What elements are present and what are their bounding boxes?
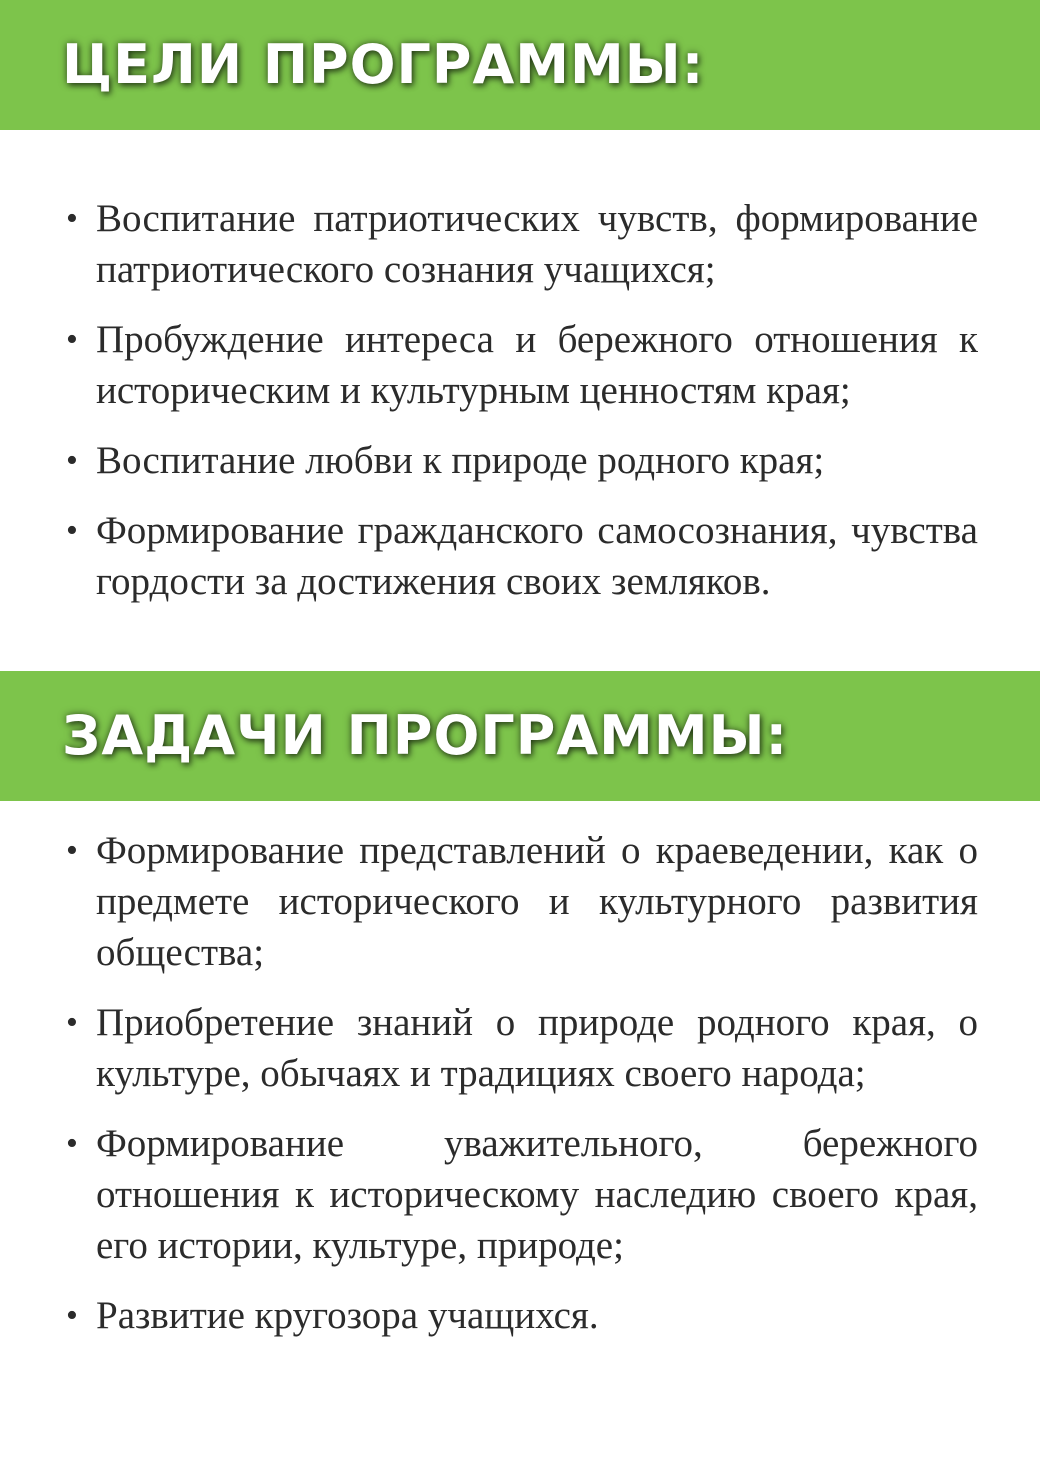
list-item: [0, 193, 1040, 295]
list-item-text: Воспитание патриотических чувств, формирование патриотического сознания учащихся;: [96, 197, 978, 291]
list-item-text: Формирование представлений о краеведении, как о предмете исторического и культурного развития общества;: [96, 829, 978, 974]
bullet-icon: •: [66, 512, 78, 549]
list-item-text: Развитие кругозора учащихся.: [96, 1294, 599, 1337]
list-item-text: Формирование гражданского самосознания, чувства гордости за достижения своих земляков.: [96, 509, 978, 603]
goals-banner: [0, 0, 1040, 130]
goals-title: ЦЕЛИ ПРОГРАММЫ:: [62, 33, 705, 96]
list-item: [0, 997, 1040, 1099]
list-item: [0, 435, 1040, 486]
list-item: [0, 505, 1040, 607]
bullet-icon: •: [66, 1297, 78, 1334]
list-item-text: Формирование уважительного, бережного отношения к историческому наследию своего края, его истории, культуре, природе;: [96, 1122, 978, 1267]
list-item-text: Воспитание любви к природе родного края;: [96, 439, 825, 482]
tasks-title: ЗАДАЧИ ПРОГРАММЫ:: [62, 704, 789, 767]
list-item: [0, 1290, 1040, 1341]
bullet-icon: •: [66, 1125, 78, 1162]
list-item: [0, 1118, 1040, 1271]
list-item-text: Пробуждение интереса и бережного отношения к историческим и культурным ценностям края;: [96, 318, 978, 412]
tasks-banner: [0, 671, 1040, 801]
bullet-icon: •: [66, 832, 78, 869]
list-item-text: Приобретение знаний о природе родного края, о культуре, обычаях и традициях своего народа;: [96, 1001, 978, 1095]
bullet-icon: •: [66, 1004, 78, 1041]
list-item: [0, 314, 1040, 416]
bullet-icon: •: [66, 200, 78, 237]
bullet-icon: •: [66, 442, 78, 479]
tasks-list: [0, 825, 1040, 1360]
bullet-icon: •: [66, 321, 78, 358]
list-item: [0, 825, 1040, 978]
goals-list: [0, 193, 1040, 626]
